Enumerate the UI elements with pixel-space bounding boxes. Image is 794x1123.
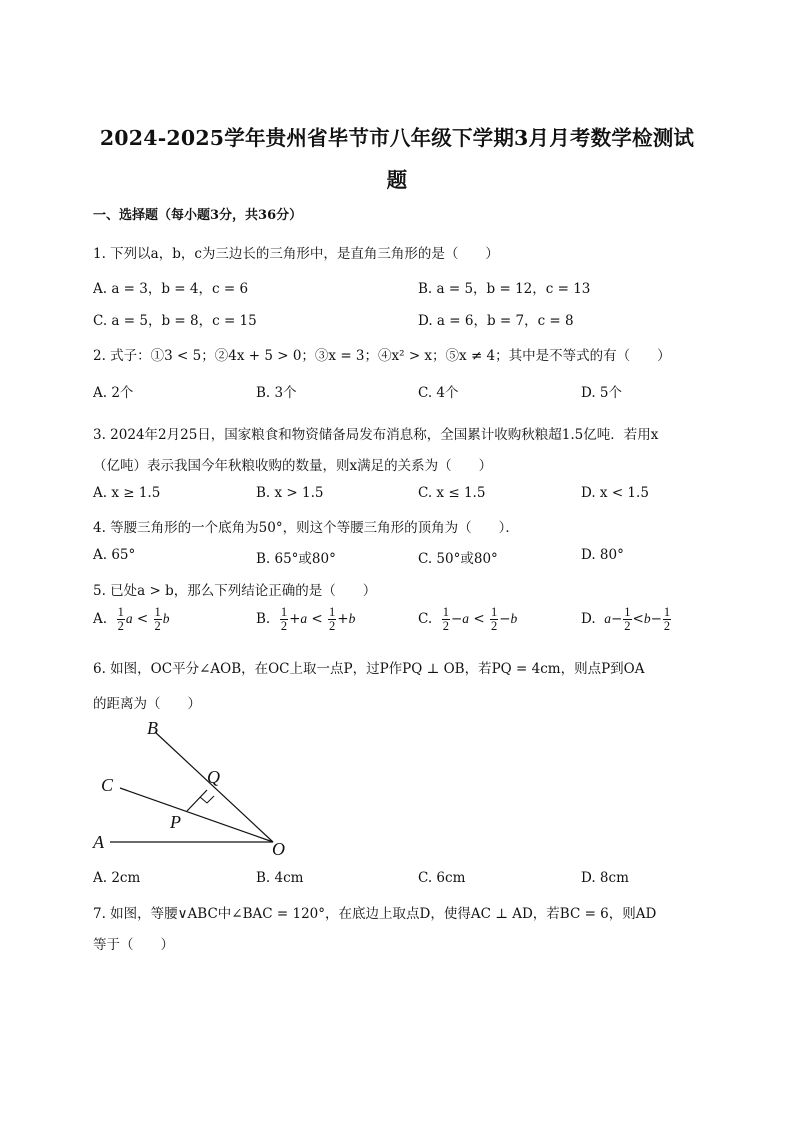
q1-option-a: A. a = 3，b = 4，c = 6 (93, 281, 249, 297)
q3-option-c: C. x ≤ 1.5 (418, 485, 486, 501)
label-o: O (272, 839, 285, 859)
label-b: B (147, 718, 158, 738)
ray-oc (120, 788, 273, 842)
q6-option-b: B. 4cm (256, 870, 304, 886)
label-c: C (101, 775, 114, 795)
q2-option-b: B. 3个 (256, 385, 297, 401)
q5-option-b: B. $\frac{1}{2}$ +a < $\frac{1}{2}$ +b (256, 605, 356, 633)
question-6-line2: 的距离为（ ） (93, 696, 201, 712)
question-4: 4. 等腰三角形的一个底角为50°，则这个等腰三角形的顶角为（ ）． (93, 520, 519, 536)
q1-option-d: D. a = 6，b = 7，c = 8 (418, 313, 574, 329)
q2-option-d: D. 5个 (581, 385, 623, 401)
right-angle-mark (200, 796, 214, 803)
q5-option-d: D. a− $\frac{1}{2}$ <b− $\frac{1}{2}$ (581, 605, 671, 633)
q4-option-c: C. 50°或80° (418, 551, 498, 567)
question-3-line2: （亿吨）表示我国今年秋粮收购的数量，则x满足的关系为（ ） (93, 458, 493, 474)
question-3-line1: 3. 2024年2月25日，国家粮食和物资储备局发布消息称，全国累计收购秋粮超1.5亿吨．若用x (93, 427, 659, 443)
q4-option-d: D. 80° (581, 547, 624, 563)
question-5: 5. 已处a > b，那么下列结论正确的是（ ） (93, 583, 377, 599)
q6-option-a: A. 2cm (93, 870, 141, 886)
q3-option-b: B. x > 1.5 (256, 485, 324, 501)
exam-title-line2: 题 (386, 168, 408, 192)
q6-option-d: D. 8cm (581, 870, 629, 886)
q4-option-b: B. 65°或80° (256, 551, 336, 567)
question-7-line2: 等于（ ） (93, 937, 174, 953)
question-6-line1: 6. 如图，OC平分∠AOB，在OC上取一点P，过P作PQ ⊥ OB，若PQ = 4cm，则点P到OA (93, 661, 645, 677)
q3-option-d: D. x < 1.5 (581, 485, 649, 501)
section-heading: 一、选择题（每小题3分，共36分） (93, 208, 303, 223)
label-q: Q (207, 767, 220, 787)
exam-title-line1: 2024-2025学年贵州省毕节市八年级下学期3月月考数学检测试 (99, 126, 695, 150)
question-1: 1. 下列以a，b，c为三边长的三角形中，是直角三角形的是（ ） (93, 246, 499, 262)
q5-option-c: C. $\frac{1}{2}$ −a < $\frac{1}{2}$ −b (418, 605, 518, 633)
q1-option-c: C. a = 5，b = 8，c = 15 (93, 313, 257, 329)
q3-option-a: A. x ≥ 1.5 (93, 485, 161, 501)
q4-option-a: A. 65° (93, 547, 136, 563)
q5-option-a: A. $\frac{1}{2}$ a < $\frac{1}{2}$ b (93, 605, 170, 633)
label-a: A (93, 832, 104, 852)
q6-option-c: C. 6cm (418, 870, 466, 886)
label-p: P (170, 812, 181, 832)
angle-bisector-figure (90, 715, 310, 865)
q2-option-c: C. 4个 (418, 385, 459, 401)
q2-option-a: A. 2个 (93, 385, 134, 401)
question-7-line1: 7. 如图，等腰∨ABC中∠BAC = 120°，在底边上取点D，使得AC ⊥ AD，若BC = 6，则AD (93, 906, 657, 922)
question-2: 2. 式子：①3 < 5；②4x + 5 > 0；③x = 3；④x² > x；⑤x ≠ 4；其中是不等式的有（ ） (93, 348, 671, 364)
q1-option-b: B. a = 5，b = 12，c = 13 (418, 281, 591, 297)
